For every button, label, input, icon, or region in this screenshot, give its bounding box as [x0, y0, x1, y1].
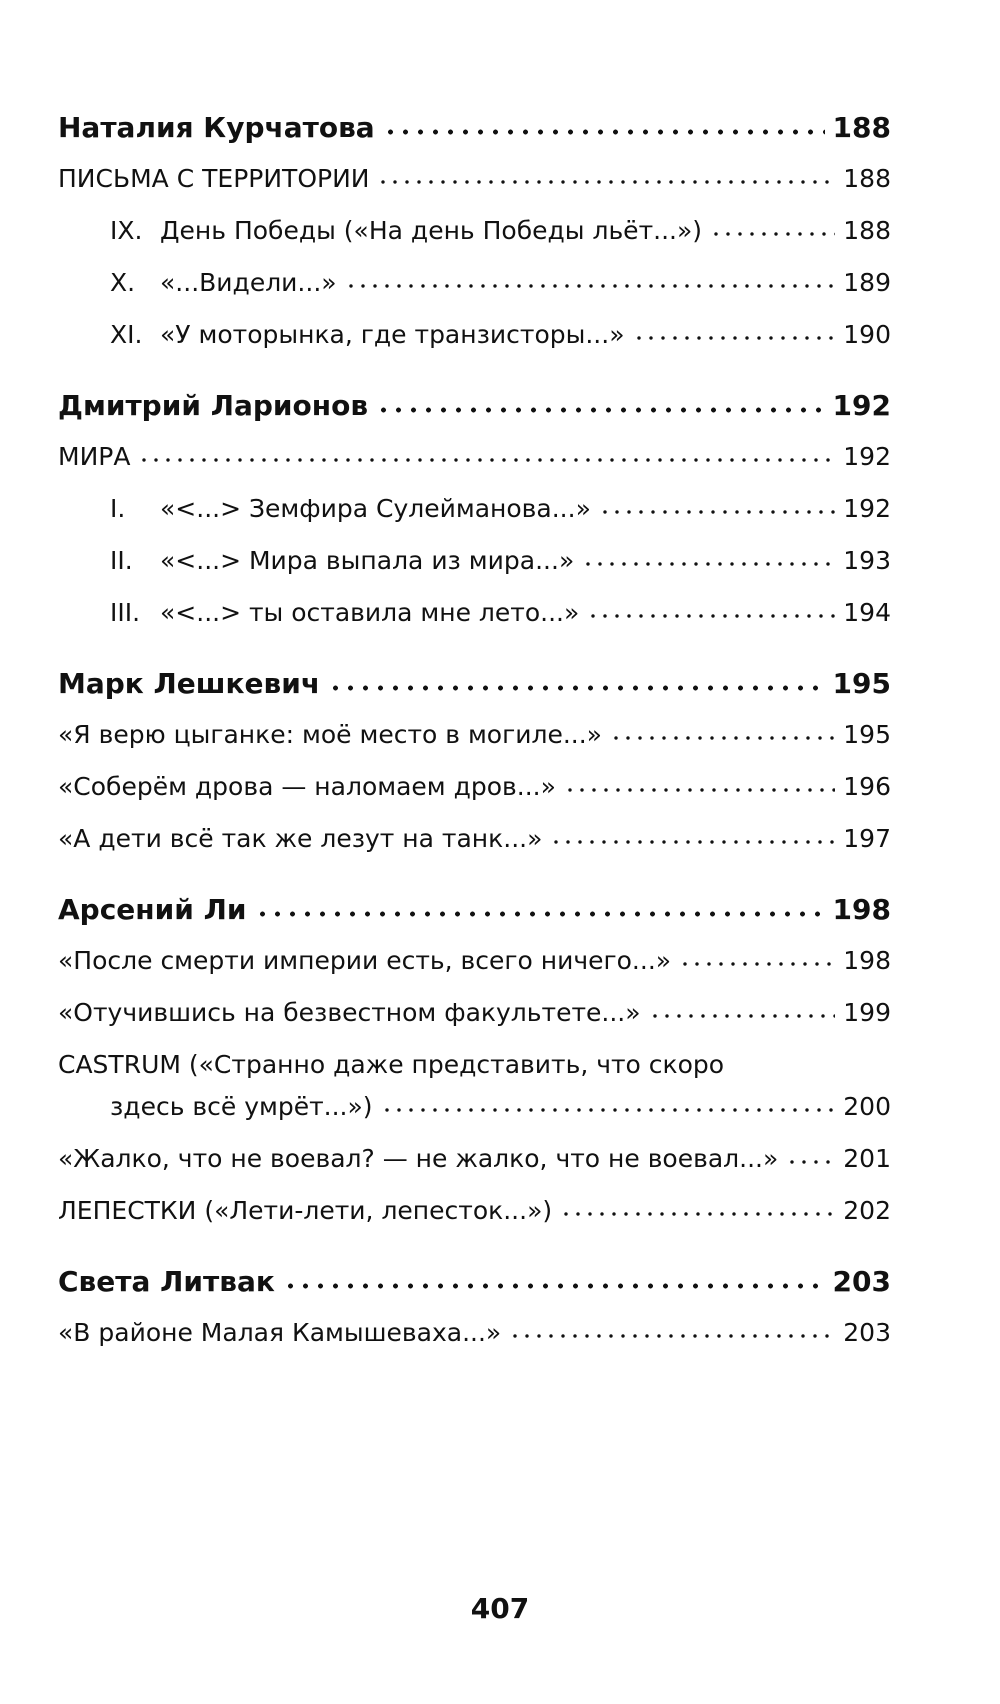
- author-name: Света Литвак: [58, 1265, 275, 1298]
- page-number: 202: [843, 1196, 891, 1225]
- entry-title: «Я верю цыганке: моё место в могиле...»: [58, 720, 602, 749]
- dot-leader: [376, 407, 824, 413]
- dot-leader: [649, 1014, 836, 1018]
- dot-leader: [582, 562, 835, 566]
- entry-title: ПИСЬМА С ТЕРРИТОРИИ: [58, 164, 370, 193]
- page-number: 188: [832, 111, 891, 144]
- toc-entry: [58, 427, 891, 471]
- page-number: 200: [843, 1092, 891, 1121]
- toc-entry: [58, 931, 891, 975]
- page-number: 192: [843, 494, 891, 523]
- toc-subentry: [110, 305, 891, 349]
- entry-title: «<...> Мира выпала из мира...»: [160, 546, 575, 575]
- entry-title: ЛЕПЕСТКИ («Лети-лети, лепесток...»): [58, 1196, 553, 1225]
- page-folio: 407: [470, 1592, 530, 1625]
- dot-leader: [138, 458, 835, 462]
- entry-title: «Жалко, что не воевал? — не жалко, что не воевал...»: [58, 1144, 779, 1173]
- roman-numeral: III.: [110, 598, 141, 627]
- dot-leader: [383, 129, 825, 135]
- page-number: 192: [843, 442, 891, 471]
- dot-leader: [560, 1212, 835, 1216]
- toc-subentry: [110, 531, 891, 575]
- dot-leader: [587, 614, 835, 618]
- dot-leader: [328, 685, 824, 691]
- toc-author-entry: [58, 1254, 891, 1298]
- entry-title: «<...> Земфира Сулейманова...»: [160, 494, 591, 523]
- author-name: Наталия Курчатова: [58, 111, 375, 144]
- toc-entry-continuation: [110, 1077, 891, 1121]
- page-number: 188: [843, 164, 891, 193]
- dot-leader: [550, 840, 835, 844]
- toc-entry: [58, 757, 891, 801]
- entry-title: «Отучившись на безвестном факультете...»: [58, 998, 641, 1027]
- entry-title: День Победы («На день Победы льёт...»): [160, 216, 703, 245]
- page-number: 196: [843, 772, 891, 801]
- roman-numeral: IX.: [110, 216, 143, 245]
- toc-author-entry: [58, 882, 891, 926]
- dot-leader: [710, 232, 835, 236]
- page-number: 201: [843, 1144, 891, 1173]
- entry-title-line: CASTRUM («Странно даже представить, что скоро: [58, 1050, 725, 1079]
- toc-entry: [58, 1181, 891, 1225]
- author-name: Дмитрий Ларионов: [58, 389, 369, 422]
- roman-numeral: I.: [110, 494, 126, 523]
- toc-entry: [58, 1303, 891, 1347]
- dot-leader: [610, 736, 835, 740]
- page-number: 198: [843, 946, 891, 975]
- entry-title: здесь всё умрёт...»): [110, 1092, 373, 1121]
- dot-leader: [509, 1334, 835, 1338]
- page-number: 190: [843, 320, 891, 349]
- dot-leader: [381, 1108, 836, 1112]
- page-number: 203: [832, 1265, 891, 1298]
- page-number: 195: [832, 667, 891, 700]
- page-number: 195: [843, 720, 891, 749]
- dot-leader: [255, 911, 825, 917]
- roman-numeral: X.: [110, 268, 136, 297]
- entry-title: «<...> ты оставила мне лето...»: [160, 598, 580, 627]
- entry-title: «...Видели...»: [160, 268, 337, 297]
- toc-subentry: [110, 583, 891, 627]
- roman-numeral: XI.: [110, 320, 143, 349]
- toc-entry: [58, 149, 891, 193]
- toc-author-entry: [58, 656, 891, 700]
- dot-leader: [633, 336, 836, 340]
- author-name: Арсений Ли: [58, 893, 247, 926]
- dot-leader: [786, 1160, 835, 1164]
- toc-entry: [58, 809, 891, 853]
- toc-entry: [58, 983, 891, 1027]
- toc-entry: [58, 705, 891, 749]
- entry-title: «После смерти империи есть, всего ничего...»: [58, 946, 672, 975]
- page-number: 188: [843, 216, 891, 245]
- page-number: 193: [843, 546, 891, 575]
- entry-title: МИРА: [58, 442, 131, 471]
- toc-subentry: [110, 253, 891, 297]
- dot-leader: [345, 284, 836, 288]
- entry-title: «У моторынка, где транзисторы...»: [160, 320, 625, 349]
- toc-subentry: [110, 201, 891, 245]
- toc-author-entry: [58, 100, 891, 144]
- toc-entry: [58, 1129, 891, 1173]
- dot-leader: [564, 788, 835, 792]
- entry-title: «А дети всё так же лезут на танк...»: [58, 824, 543, 853]
- toc-author-entry: [58, 378, 891, 422]
- author-name: Марк Лешкевич: [58, 667, 321, 700]
- roman-numeral: II.: [110, 546, 133, 575]
- page-number: 194: [843, 598, 891, 627]
- dot-leader: [679, 962, 835, 966]
- page-number: 189: [843, 268, 891, 297]
- page-number: 197: [843, 824, 891, 853]
- page-number: 199: [843, 998, 891, 1027]
- dot-leader: [599, 510, 835, 514]
- page-number: 203: [843, 1318, 891, 1347]
- dot-leader: [377, 180, 835, 184]
- entry-title: «В районе Малая Камышеваха...»: [58, 1318, 502, 1347]
- dot-leader: [283, 1283, 825, 1289]
- toc-subentry: [110, 479, 891, 523]
- page-number: 192: [832, 389, 891, 422]
- entry-title: «Соберём дрова — наломаем дров...»: [58, 772, 556, 801]
- page-number: 198: [832, 893, 891, 926]
